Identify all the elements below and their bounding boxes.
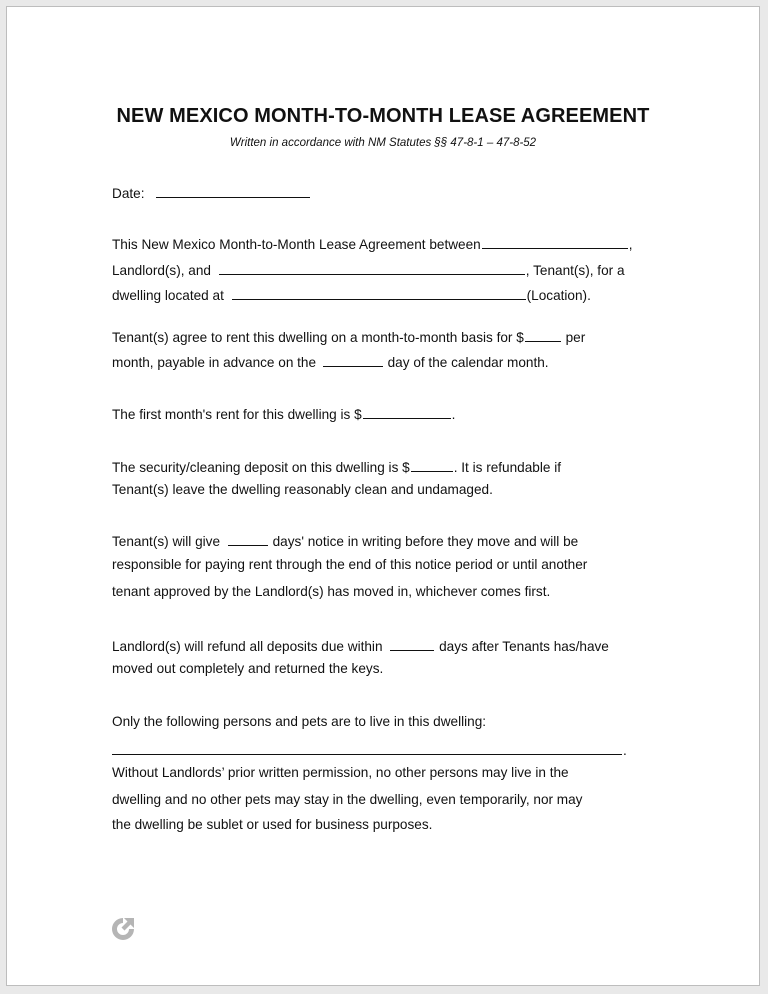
- para2-line1: [112, 327, 585, 345]
- para7-line5: the dwelling be sublet or used for business purposes.: [112, 817, 433, 832]
- date-line: [112, 183, 311, 201]
- para4-text: The security/cleaning deposit on this dwelling is $: [112, 460, 410, 475]
- para5-text: days' notice in writing before they move and will be: [272, 534, 579, 549]
- para1-text: (Location).: [526, 288, 591, 303]
- para7-line3: Without Landlords’ prior written permission, no other persons may live in the: [112, 765, 569, 780]
- para2-text: day of the calendar month.: [387, 355, 549, 370]
- first-month-rent-blank[interactable]: [363, 404, 451, 419]
- para5-line2: responsible for paying rent through the end of this notice period or until another: [112, 557, 588, 572]
- para2-text: Tenant(s) agree to rent this dwelling on a month-to-month basis for $: [112, 330, 524, 345]
- location-blank[interactable]: [232, 285, 526, 300]
- para1-text: This New Mexico Month-to-Month Lease Agreement between: [112, 237, 481, 252]
- para1-text: ,: [628, 237, 633, 252]
- date-label: Date:: [112, 186, 145, 201]
- para1-line1: [112, 234, 633, 252]
- document-page: [6, 6, 760, 986]
- para1-line3: [112, 285, 591, 303]
- para7-line4: dwelling and no other pets may stay in the dwelling, even temporarily, nor may: [112, 792, 583, 807]
- para6-text: days after Tenants has/have: [439, 639, 609, 654]
- para5-line3: tenant approved by the Landlord(s) has moved in, whichever comes first.: [112, 584, 551, 599]
- arrow-logo-icon: [109, 915, 137, 943]
- para7-text: .: [623, 743, 627, 758]
- para6-line2: moved out completely and returned the keys.: [112, 661, 384, 676]
- para4-text: . It is refundable if: [453, 460, 562, 475]
- para1-text: , Tenant(s), for a: [525, 263, 625, 278]
- security-deposit-blank[interactable]: [411, 457, 453, 472]
- para1-text: dwelling located at: [112, 288, 224, 303]
- notice-days-blank[interactable]: [228, 531, 268, 546]
- para2-text: per: [565, 330, 586, 345]
- para7-line2: [112, 740, 627, 758]
- rent-amount-blank[interactable]: [525, 327, 561, 342]
- para6-text: Landlord(s) will refund all deposits due within: [112, 639, 383, 654]
- para5-text: Tenant(s) will give: [112, 534, 221, 549]
- para1-text: Landlord(s), and: [112, 263, 211, 278]
- para7-line1: Only the following persons and pets are to live in this dwelling:: [112, 714, 487, 729]
- para1-line2: [112, 260, 625, 278]
- para3-text: The first month's rent for this dwelling is $: [112, 407, 362, 422]
- document-title: NEW MEXICO MONTH-TO-MONTH LEASE AGREEMENT: [116, 105, 650, 127]
- para5-line1: [112, 531, 578, 549]
- para2-line2: [112, 352, 549, 370]
- para6-line1: [112, 636, 609, 654]
- para4-line1: [112, 457, 561, 475]
- para2-text: month, payable in advance on the: [112, 355, 317, 370]
- para3-line1: [112, 404, 455, 422]
- document-subtitle: Written in accordance with NM Statutes §§ 47-8-1 – 47-8-52: [229, 137, 537, 149]
- para4-line2: Tenant(s) leave the dwelling reasonably clean and undamaged.: [112, 482, 493, 497]
- refund-days-blank[interactable]: [390, 636, 434, 651]
- date-blank[interactable]: [156, 183, 310, 198]
- occupants-blank[interactable]: [112, 740, 622, 755]
- landlord-name-blank[interactable]: [482, 234, 628, 249]
- tenant-name-blank[interactable]: [219, 260, 525, 275]
- rent-day-blank[interactable]: [323, 352, 383, 367]
- para3-text: .: [451, 407, 456, 422]
